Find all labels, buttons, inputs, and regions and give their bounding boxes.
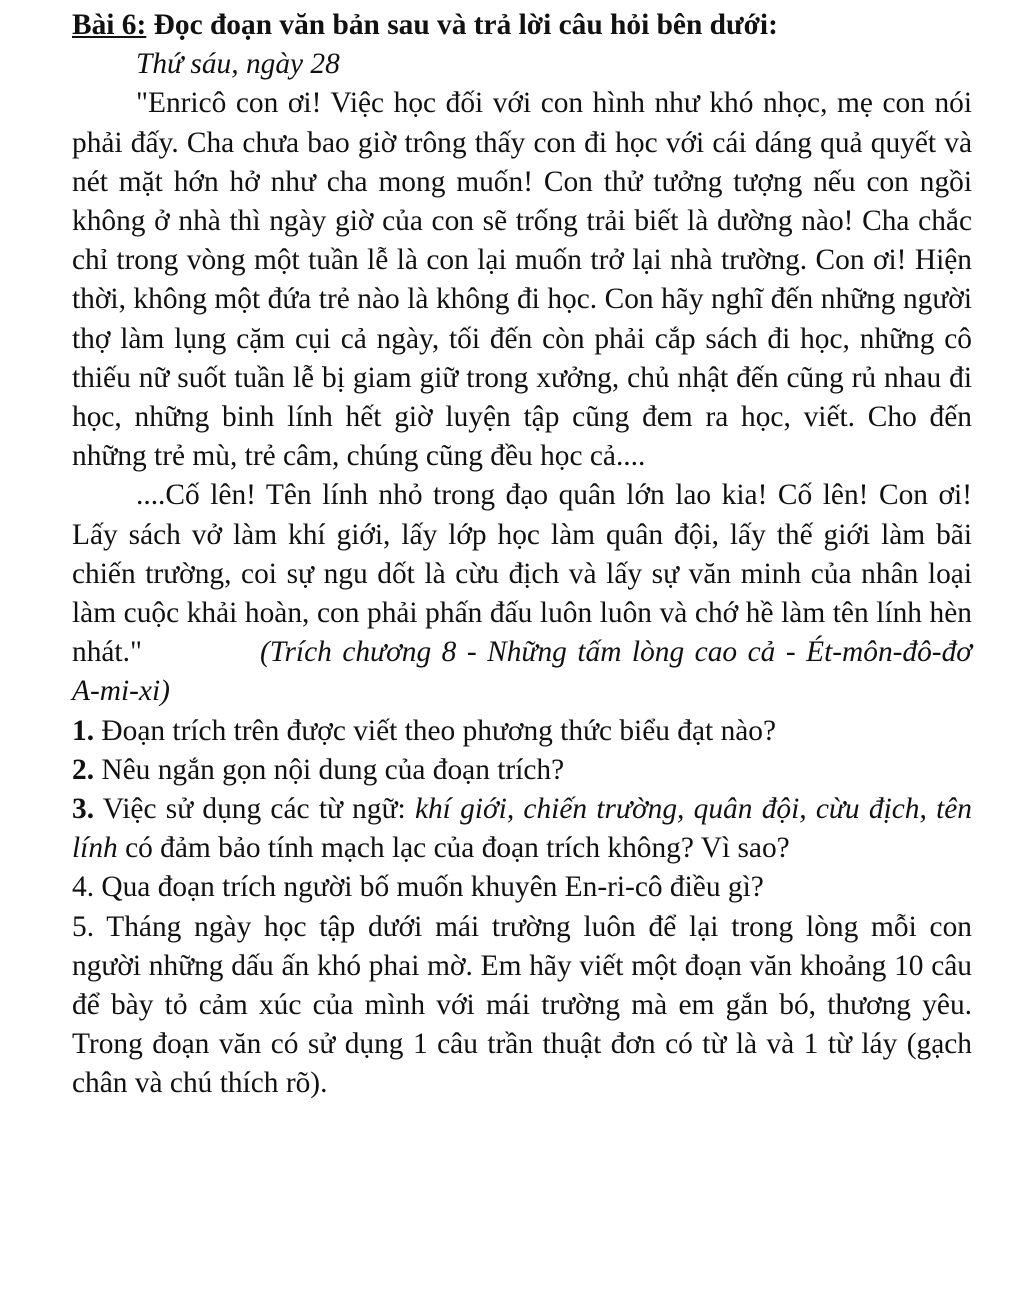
question-3-number: 3.	[72, 793, 95, 826]
source-citation-head: (Trích	[259, 636, 332, 669]
question-2-text: Nêu ngắn gọn nội dung của đoạn trích?	[94, 753, 565, 786]
passage-paragraph-1: "Enricô con ơi! Việc học đối với con hình như khó nhọc, mẹ con nói phải đấy. Cha chưa bao giờ trông thấy con đi học với cái dáng quả quyết và nét mặt hớn hở như cha mong muốn! Con thử tưởng tượng nếu con ngồi không ở nhà thì ngày giờ của con sẽ trống trải biết là dường nào! Cha chắc chỉ trong vòng một tuần lễ là con lại muốn trở lại nhà trường. Con ơi! Hiện thời, không một đứa trẻ nào là không đi học. Con hãy nghĩ đến những người thợ làm lụng cặm cụi cả ngày, tối đến còn phải cắp sách đi học, những cô thiếu nữ suốt tuần lễ bị giam giữ trong xưởng, chủ nhật đến cũng rủ nhau đi học, những binh lính hết giờ luyện tập cũng đem ra học, viết. Cho đến những trẻ mù, trẻ câm, chúng cũng đều học cả....	[72, 87, 972, 473]
exercise-label: Bài 6:	[72, 9, 147, 41]
exercise-heading	[72, 6, 972, 45]
question-2	[72, 751, 972, 790]
source-citation-tail: chương 8 - Những tấm lòng cao cả - Ét-môn-đô-đơ A-mi-xi)	[72, 636, 972, 708]
question-1-text: Đoạn trích trên được viết theo phương thức biểu đạt nào?	[94, 714, 777, 747]
question-1-number: 1.	[72, 714, 95, 747]
question-5: 5. Tháng ngày học tập dưới mái trường luôn để lại trong lòng mỗi con người những dấu ấn khó phai mờ. Em hãy viết một đoạn văn khoảng 10 câu để bày tỏ cảm xúc của mình với mái trường mà em gắn bó, thương yêu. Trong đoạn văn có sử dụng 1 câu trần thuật đơn có từ là và 1 từ láy (gạch chân và chú thích rõ).	[72, 910, 972, 1100]
question-3-text-a: Việc sử dụng các từ ngữ:	[94, 793, 415, 826]
question-3-text-b: có đảm bảo tính mạch lạc của đoạn trích không? Vì sao?	[117, 832, 790, 865]
exercise-instruction: Đọc đoạn văn bản sau và trả lời câu hỏi bên dưới:	[146, 9, 778, 41]
question-3-terms: khí giới, chiến trường, quân đội, cừu địch, tên lính	[72, 793, 973, 865]
letter-date: Thứ sáu, ngày 28	[136, 48, 340, 81]
question-1	[72, 712, 972, 751]
passage-paragraph-2	[72, 476, 972, 711]
passage-paragraph-2-text: ....Cố lên! Tên lính nhỏ trong đạo quân lớn lao kia! Cố lên! Con ơi! Lấy sách vở làm khí giới, lấy lớp học làm quân đội, lấy thế giới làm bãi chiến trường, coi sự ngu dốt là cừu địch và lấy sự văn minh của nhân loại làm cuộc khải hoàn, con phải phấn đấu luôn luôn và chớ hề làm tên lính hèn nhát."	[72, 479, 972, 669]
question-2-number: 2.	[72, 753, 95, 786]
question-3	[72, 790, 972, 868]
question-4: 4. Qua đoạn trích người bố muốn khuyên En-ri-cô điều gì?	[72, 871, 764, 904]
